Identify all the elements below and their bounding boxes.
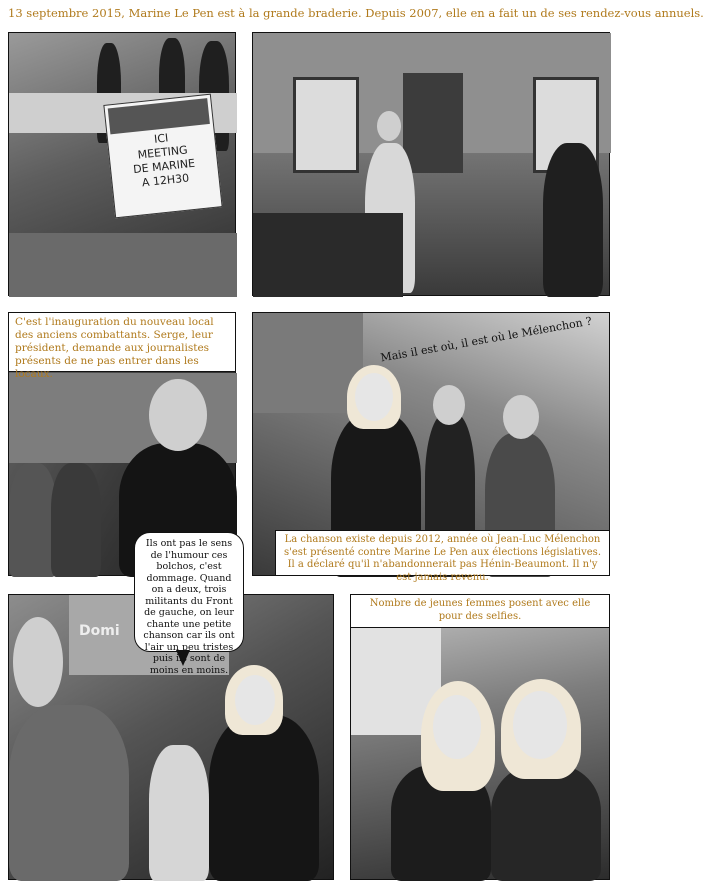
panel-selfies <box>350 594 610 880</box>
figure-bystander <box>51 463 101 577</box>
figure-marine-le-pen <box>491 765 601 881</box>
door <box>403 73 463 173</box>
sign-line-1: ICI <box>153 131 169 146</box>
window <box>293 77 359 173</box>
caption-veterans-local: C'est l'inauguration du nouveau local des anciens combattants. Serge, leur président, demande aux journalistes présents de ne pas entrer dans les locaux. <box>8 312 236 372</box>
sign-line-2: MEETING <box>137 143 189 162</box>
figure-woman-supporter <box>149 745 209 881</box>
sign-line-3: DE MARINE <box>132 156 196 177</box>
face-young-man <box>433 385 465 425</box>
shout-text: Mais il est où, il est où le Mélenchon ? <box>379 314 593 365</box>
speech-bubble-tail <box>176 650 190 666</box>
page-header-caption: 13 septembre 2015, Marine Le Pen est à la grande braderie. Depuis 2007, elle en a fait un de ses rendez-vous annuels. <box>8 6 704 20</box>
face-marine-le-pen <box>235 675 275 725</box>
face-marine-le-pen <box>355 373 393 421</box>
pavement <box>9 233 237 297</box>
panel-meeting-sign <box>8 32 236 296</box>
sign-line-4: A 12H30 <box>141 171 190 190</box>
face-man-with-sash <box>503 395 539 439</box>
figure-older-man <box>9 705 129 881</box>
speech-bubble: Ils ont pas le sens de l'humour ces bolchos, c'est dommage. Quand on a deux, trois militants du Front de gauche, on leur chante une petite chanson car ils ont l'air un peu tristes puis ils sont de moins en moins. <box>134 532 244 652</box>
caption-melenchon-song: La chanson existe depuis 2012, année où Jean-Luc Mélenchon s'est présenté contre Marine Le Pen aux élections législatives. Il a déclaré qu'il n'abandonnerait pas Hénin-Beaumont. Il n'y est jamais revenu. <box>275 530 610 576</box>
face-marine-le-pen <box>513 691 567 759</box>
figure-bystander <box>9 463 57 577</box>
meeting-sign <box>103 94 222 219</box>
face-young-woman <box>433 695 481 759</box>
store-sign: Domi <box>79 623 120 639</box>
table-of-goods <box>253 213 403 297</box>
figure-woman-with-bag <box>543 143 603 297</box>
face-young-man <box>377 111 401 141</box>
figure-marine-le-pen <box>209 715 319 881</box>
panel-flea-market <box>252 32 610 296</box>
face-man-in-suit <box>149 379 207 451</box>
face-older-man <box>13 617 63 707</box>
caption-selfies: Nombre de jeunes femmes posent avec elle pour des selfies. <box>350 594 610 628</box>
